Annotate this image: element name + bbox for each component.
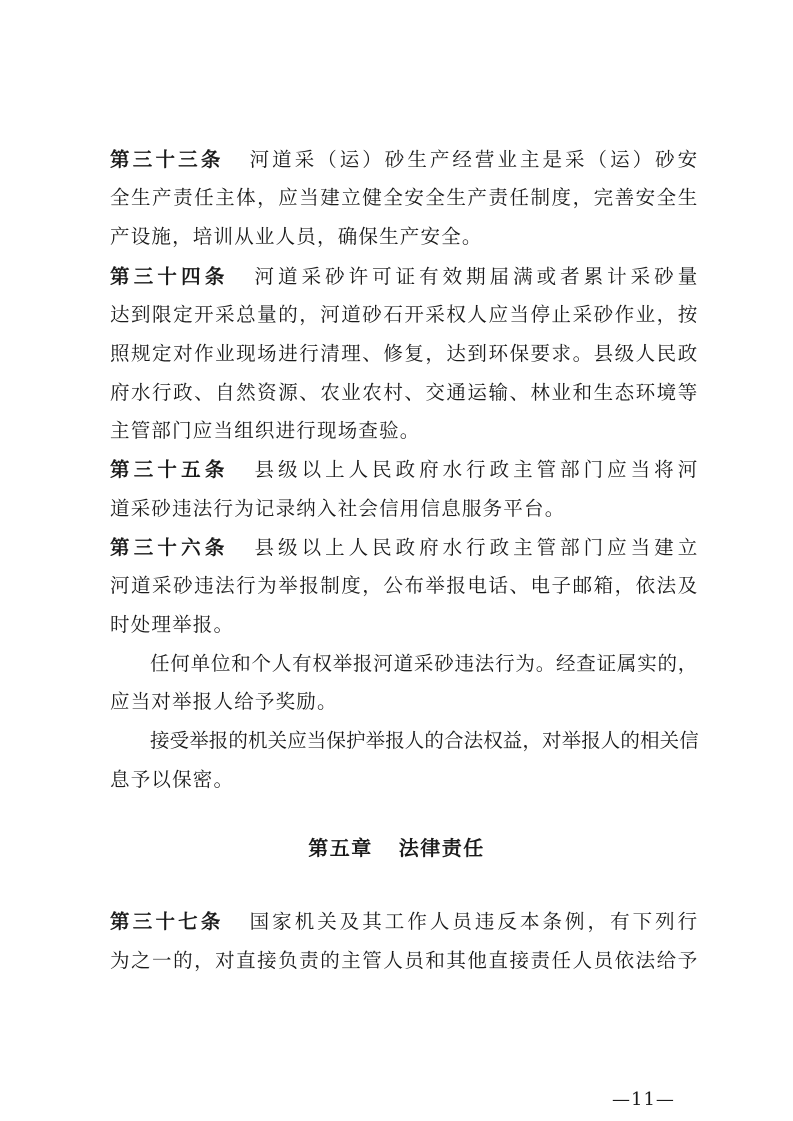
article-34-line-5: 主管部门应当组织进行现场查验。 bbox=[110, 419, 421, 442]
chapter-heading bbox=[0, 835, 793, 861]
paragraph-1-line-2: 应当对举报人给予奖励。 bbox=[110, 690, 338, 713]
article-33-line-2: 全生产责任主体，应当建立健全安全生产责任制度，完善安全生 bbox=[110, 186, 698, 209]
article-33-text-1: 河道采（运）砂生产经营业主是采（运）砂安 bbox=[249, 148, 698, 171]
paragraph-2-line-1: 接受举报的机关应当保护举报人的合法权益，对举报人的相关信 bbox=[150, 729, 699, 752]
paragraph-1-line-1: 任何单位和个人有权举报河道采砂违法行为。经查证属实的， bbox=[150, 652, 699, 675]
article-36-label: 第三十六条 bbox=[110, 536, 229, 559]
article-37-line-1 bbox=[110, 909, 698, 935]
chapter-title: 法律责任 bbox=[398, 836, 485, 860]
chapter-number: 第五章 bbox=[308, 836, 373, 860]
article-36-line-3: 时处理举报。 bbox=[110, 613, 235, 636]
article-36-line-1 bbox=[110, 535, 698, 561]
article-34-line-4: 府水行政、自然资源、农业农村、交通运输、林业和生态环境等 bbox=[110, 381, 698, 404]
article-37-line-2: 为之一的，对直接负责的主管人员和其他直接责任人员依法给予 bbox=[110, 949, 698, 972]
paragraph-2-line-2: 息予以保密。 bbox=[110, 768, 235, 791]
article-34-text-1: 河道采砂许可证有效期届满或者累计采砂量 bbox=[254, 265, 698, 288]
article-33-line-1 bbox=[110, 147, 698, 173]
article-36-text-1: 县级以上人民政府水行政主管部门应当建立 bbox=[254, 536, 698, 559]
article-35-text-1: 县级以上人民政府水行政主管部门应当将河 bbox=[254, 458, 698, 481]
article-33-label: 第三十三条 bbox=[110, 148, 224, 171]
article-34-line-2: 达到限定开采总量的，河道砂石开采权人应当停止采砂作业，按 bbox=[110, 303, 698, 326]
article-34-line-3: 照规定对作业现场进行清理、修复，达到环保要求。县级人民政 bbox=[110, 342, 698, 365]
article-35-line-1 bbox=[110, 457, 698, 483]
article-34-line-1 bbox=[110, 264, 698, 290]
article-34-label: 第三十四条 bbox=[110, 265, 229, 288]
article-35-line-2: 道采砂违法行为记录纳入社会信用信息服务平台。 bbox=[110, 497, 566, 520]
article-35-label: 第三十五条 bbox=[110, 458, 229, 481]
page-number: —11— bbox=[612, 1089, 675, 1110]
article-33-line-3: 产设施，培训从业人员，确保生产安全。 bbox=[110, 225, 483, 248]
article-37-label: 第三十七条 bbox=[110, 910, 224, 933]
article-36-line-2: 河道采砂违法行为举报制度，公布举报电话、电子邮箱，依法及 bbox=[110, 574, 698, 597]
article-37-text-1: 国家机关及其工作人员违反本条例，有下列行 bbox=[249, 910, 698, 933]
